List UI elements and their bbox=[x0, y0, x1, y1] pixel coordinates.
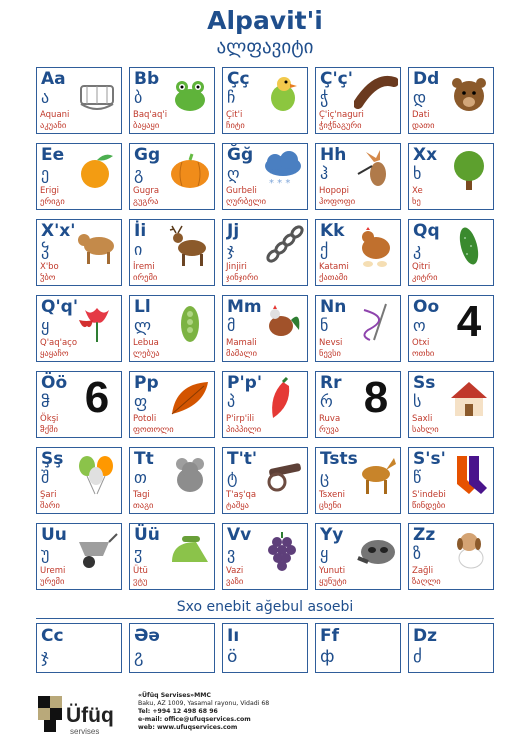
example-word-georgian: ჩიტი bbox=[226, 121, 245, 131]
example-word-georgian: ჭიჭნაგური bbox=[319, 121, 362, 131]
wheelbarrow-icon bbox=[75, 528, 119, 572]
example-word-georgian: ქათამი bbox=[319, 273, 348, 283]
latin-letter: Oo bbox=[413, 297, 440, 317]
contact-info bbox=[138, 692, 269, 732]
example-word-georgian: ჵქში bbox=[40, 425, 58, 435]
letter-card bbox=[36, 143, 122, 210]
example-word: Qitri bbox=[412, 262, 431, 272]
example-word: Gugra bbox=[133, 186, 160, 196]
letter-card bbox=[222, 371, 308, 438]
number-icon bbox=[354, 373, 398, 422]
georgian-letter: პ bbox=[227, 392, 236, 411]
example-word: Katami bbox=[319, 262, 349, 272]
example-word: Potoli bbox=[133, 414, 157, 424]
example-word-georgian: ყუნუტი bbox=[319, 577, 347, 587]
cradle-icon bbox=[75, 72, 119, 116]
latin-letter: Tt bbox=[134, 449, 154, 469]
letter-card bbox=[222, 523, 308, 590]
georgian-letter: ო bbox=[413, 316, 426, 335]
letter-card bbox=[408, 219, 494, 286]
peapod-icon bbox=[168, 300, 212, 344]
example-word-georgian: თაგი bbox=[133, 501, 154, 511]
letter-card bbox=[222, 447, 308, 514]
website: web: www.ufuqservices.com bbox=[138, 724, 238, 731]
chain-icon bbox=[261, 224, 305, 268]
example-word-georgian: ღურბელი bbox=[226, 197, 267, 207]
example-word-georgian: გუგრა bbox=[133, 197, 159, 207]
georgian-letter: შ bbox=[41, 468, 50, 487]
example-word-georgian: პიპპილი bbox=[226, 425, 262, 435]
latin-letter: Ğğ bbox=[227, 145, 254, 165]
leaf-icon bbox=[168, 376, 212, 420]
georgian-letter: ტ bbox=[227, 468, 238, 487]
dog-icon bbox=[447, 528, 491, 572]
latin-letter: Zz bbox=[413, 525, 436, 545]
georgian-letter: ქ bbox=[320, 240, 329, 259]
georgian-letter: ლ bbox=[134, 316, 152, 335]
georgian-letter: ნ bbox=[320, 316, 329, 335]
georgian-letter: უ bbox=[41, 544, 50, 563]
raccoon-icon bbox=[354, 528, 398, 572]
ufuq-logo bbox=[36, 690, 131, 738]
letter-card bbox=[129, 67, 215, 134]
example-word-georgian: ყაყაჩო bbox=[40, 349, 69, 359]
example-word: Jinjiri bbox=[226, 262, 247, 272]
example-word-georgian: ჴბო bbox=[40, 273, 56, 283]
georgian-letter: კ bbox=[413, 240, 422, 259]
example-word: Nevsi bbox=[319, 338, 343, 348]
georgian-letter: ს bbox=[413, 392, 422, 411]
georgian-letter: ღ bbox=[227, 164, 240, 183]
needle-icon bbox=[354, 300, 398, 344]
latin-letter: İi bbox=[134, 221, 147, 241]
latin-letter: Bb bbox=[134, 69, 160, 89]
example-word-georgian: ფოთოლი bbox=[133, 425, 174, 435]
latin-letter: Öö bbox=[41, 373, 68, 393]
phone: Tel: +994 12 498 68 96 bbox=[138, 708, 218, 715]
letter-card bbox=[315, 371, 401, 438]
letter-card bbox=[408, 371, 494, 438]
latin-letter: P'p' bbox=[227, 373, 263, 393]
extra-letter-card bbox=[222, 623, 308, 673]
latin-letter: Mm bbox=[227, 297, 262, 317]
example-word: Zağli bbox=[412, 566, 434, 576]
georgian-letter: ფ bbox=[134, 392, 148, 411]
letter-card bbox=[129, 219, 215, 286]
mouse-icon bbox=[168, 452, 212, 496]
example-word-georgian: ხე bbox=[412, 197, 421, 207]
georgian-letter: ხ bbox=[413, 164, 422, 183]
latin-letter: Uu bbox=[41, 525, 67, 545]
address: Baku, AZ 1009, Yasamal rayonu, Vidadi 68 bbox=[138, 700, 270, 707]
example-word: X'bo bbox=[40, 262, 59, 272]
tulip-icon bbox=[75, 300, 119, 344]
example-word: Ç'iç'naguri bbox=[319, 110, 364, 120]
latin-letter: Nn bbox=[320, 297, 347, 317]
example-word: Şari bbox=[40, 490, 57, 500]
example-word-georgian: კიტრი bbox=[412, 273, 438, 283]
page-title-georgian: ალფავიტი bbox=[216, 36, 314, 58]
cannon-icon bbox=[261, 452, 305, 496]
example-word: T'aş'qa bbox=[226, 490, 257, 500]
georgian-letter: ჩ bbox=[227, 88, 236, 107]
latin-letter: Dz bbox=[413, 626, 438, 646]
letter-card bbox=[222, 143, 308, 210]
number-icon bbox=[447, 297, 491, 346]
georgian-letter: ყ bbox=[320, 544, 329, 563]
latin-letter: Cc bbox=[41, 626, 64, 646]
georgian-letter: ყ bbox=[41, 316, 50, 335]
example-word: İremi bbox=[133, 262, 155, 272]
example-word-georgian: ნევსი bbox=[319, 349, 341, 359]
example-word-georgian: შარი bbox=[40, 501, 60, 511]
latin-letter: Iı bbox=[227, 626, 240, 646]
latin-letter: Qq bbox=[413, 221, 440, 241]
letter-card bbox=[315, 447, 401, 514]
extra-letter-card bbox=[36, 623, 122, 673]
georgian-letter: ძ bbox=[413, 647, 422, 667]
georgian-letter: ი bbox=[134, 240, 143, 259]
example-word-georgian: რუვა bbox=[319, 425, 339, 435]
example-word: Vazi bbox=[226, 566, 244, 576]
latin-letter: Jj bbox=[227, 221, 240, 241]
latin-letter: Xx bbox=[413, 145, 438, 165]
georgian-letter: ე bbox=[41, 164, 50, 183]
letter-card bbox=[129, 143, 215, 210]
bear-icon bbox=[447, 72, 491, 116]
letter-card bbox=[36, 371, 122, 438]
example-word-georgian: ოთხი bbox=[412, 349, 435, 359]
latin-letter: Pp bbox=[134, 373, 159, 393]
georgian-letter: ჭ bbox=[320, 88, 329, 107]
example-word-georgian: ურემი bbox=[40, 577, 65, 587]
georgian-letter: რ bbox=[320, 392, 333, 411]
letter-card bbox=[222, 219, 308, 286]
georgian-letter: ჰ bbox=[320, 164, 329, 183]
letter-card bbox=[408, 143, 494, 210]
example-word-georgian: ბაყაყი bbox=[133, 121, 160, 131]
divider bbox=[36, 618, 494, 619]
georgian-letter: ჯ bbox=[41, 647, 49, 667]
letter-card bbox=[315, 523, 401, 590]
example-word-georgian: ვაზი bbox=[226, 577, 244, 587]
georgian-letter: ф bbox=[320, 647, 335, 667]
balloons-icon bbox=[75, 452, 119, 496]
example-word: Mamali bbox=[226, 338, 257, 348]
latin-letter: Q'q' bbox=[41, 297, 79, 317]
letter-card bbox=[315, 219, 401, 286]
example-word: S'indebi bbox=[412, 490, 446, 500]
example-word: Dati bbox=[412, 110, 430, 120]
latin-letter: Çç bbox=[227, 69, 250, 89]
example-word-georgian: აკუანი bbox=[40, 121, 67, 131]
horse-icon bbox=[354, 452, 398, 496]
example-word-georgian: წინდები bbox=[412, 501, 446, 511]
georgian-letter: დ bbox=[413, 88, 427, 107]
latin-letter: Rr bbox=[320, 373, 342, 393]
example-word-georgian: ჰოფოფი bbox=[319, 197, 356, 207]
georgian-letter: ბ bbox=[134, 88, 143, 107]
example-word: Ökşi bbox=[40, 414, 59, 424]
latin-letter: Gg bbox=[134, 145, 161, 165]
example-word-georgian: ირემი bbox=[133, 273, 158, 283]
latin-letter: Ee bbox=[41, 145, 65, 165]
letter-card bbox=[129, 447, 215, 514]
grapes-icon bbox=[261, 528, 305, 572]
apricot-icon bbox=[75, 148, 119, 192]
letter-card bbox=[36, 523, 122, 590]
letter-card bbox=[36, 219, 122, 286]
example-word: Erigi bbox=[40, 186, 59, 196]
example-word-georgian: დათი bbox=[412, 121, 435, 131]
latin-letter: X'x' bbox=[41, 221, 76, 241]
iron-icon bbox=[168, 528, 212, 572]
pumpkin-icon bbox=[168, 148, 212, 192]
georgian-letter: თ bbox=[134, 468, 147, 487]
letter-card bbox=[36, 447, 122, 514]
rooster-icon bbox=[261, 300, 305, 344]
extra-letter-card bbox=[408, 623, 494, 673]
example-word: Uremi bbox=[40, 566, 66, 576]
example-word: Hopopi bbox=[319, 186, 349, 196]
letter-card bbox=[222, 67, 308, 134]
latin-letter: Vv bbox=[227, 525, 252, 545]
cucumber-icon bbox=[447, 224, 491, 268]
georgian-letter: გ bbox=[134, 164, 144, 183]
example-word: Gurbeli bbox=[226, 186, 257, 196]
example-word-georgian: ცხენი bbox=[319, 501, 342, 511]
example-word: Saxli bbox=[412, 414, 433, 424]
logo-subtext: servises bbox=[70, 727, 100, 736]
georgian-letter: ӧ bbox=[227, 647, 238, 667]
extra-letter-card bbox=[129, 623, 215, 673]
example-word: Yunuti bbox=[319, 566, 346, 576]
page-title: Alpavit'i bbox=[207, 6, 323, 35]
hen-icon bbox=[354, 224, 398, 268]
latin-letter: S's' bbox=[413, 449, 446, 469]
latin-letter: Əə bbox=[134, 626, 160, 646]
example-word: Tsxeni bbox=[319, 490, 345, 500]
latin-letter: Ff bbox=[320, 626, 340, 646]
bird-icon bbox=[261, 72, 305, 116]
georgian-letter: ზ bbox=[413, 544, 422, 563]
latin-letter: Ss bbox=[413, 373, 436, 393]
georgian-letter: ჴ bbox=[41, 240, 50, 259]
example-word-georgian: ზაღლი bbox=[412, 577, 441, 587]
socks-icon bbox=[447, 452, 491, 496]
letter-card bbox=[315, 143, 401, 210]
latin-letter: T't' bbox=[227, 449, 258, 469]
georgian-letter: ა bbox=[41, 88, 50, 107]
example-word: Q'aq'aço bbox=[40, 338, 78, 348]
frog-icon bbox=[168, 72, 212, 116]
number-glyph: 4 bbox=[456, 297, 482, 346]
latin-letter: Dd bbox=[413, 69, 440, 89]
georgian-letter: წ bbox=[413, 468, 422, 487]
georgian-letter: ჵ bbox=[41, 392, 50, 411]
example-word-georgian: ლებუა bbox=[133, 349, 160, 359]
georgian-letter: მ bbox=[227, 316, 236, 335]
deer-icon bbox=[168, 224, 212, 268]
churchkhela-icon bbox=[354, 72, 398, 116]
example-word: Ütü bbox=[133, 566, 148, 576]
calf-icon bbox=[75, 224, 119, 268]
latin-letter: Aa bbox=[41, 69, 66, 89]
example-word-georgian: ერიგი bbox=[40, 197, 65, 207]
latin-letter: Ç'ç' bbox=[320, 69, 353, 89]
letter-card bbox=[408, 523, 494, 590]
example-word-georgian: ტაშყა bbox=[226, 501, 249, 511]
letter-card bbox=[222, 295, 308, 362]
pepper-icon bbox=[261, 376, 305, 420]
letter-card bbox=[36, 67, 122, 134]
extra-letters-heading: Sxo enebit ağebul asoebi bbox=[176, 599, 354, 615]
number-icon bbox=[75, 373, 119, 422]
latin-letter: Hh bbox=[320, 145, 347, 165]
logo-text: Üfüq bbox=[66, 704, 114, 727]
example-word: Aquani bbox=[40, 110, 70, 120]
email: e-mail: office@ufuqservices.com bbox=[138, 716, 251, 723]
number-glyph: 8 bbox=[363, 373, 389, 422]
letter-card bbox=[315, 295, 401, 362]
letter-card bbox=[36, 295, 122, 362]
example-word-georgian: მამალი bbox=[226, 349, 257, 359]
company-name: «Üfüq Servises»MMC bbox=[138, 692, 211, 699]
example-word: Çit'i bbox=[226, 110, 243, 120]
georgian-letter: ც bbox=[320, 468, 330, 487]
example-word: Xe bbox=[412, 186, 423, 196]
latin-letter: Şş bbox=[41, 449, 64, 469]
example-word: P'irp'ili bbox=[226, 414, 255, 424]
letter-card bbox=[408, 447, 494, 514]
example-word: Otxi bbox=[412, 338, 430, 348]
latin-letter: Kk bbox=[320, 221, 345, 241]
letter-card bbox=[129, 371, 215, 438]
house-icon bbox=[447, 376, 491, 420]
letter-card bbox=[315, 67, 401, 134]
latin-letter: Yy bbox=[320, 525, 344, 545]
hoopoe-icon bbox=[354, 148, 398, 192]
example-word-georgian: სახლი bbox=[412, 425, 439, 435]
example-word: Ruva bbox=[319, 414, 341, 424]
letter-card bbox=[408, 67, 494, 134]
georgian-letter: ვ bbox=[227, 544, 236, 563]
latin-letter: Üü bbox=[134, 525, 160, 545]
latin-letter: Tsts bbox=[320, 449, 358, 469]
svg-text:* * *: * * * bbox=[269, 178, 291, 189]
tree-icon bbox=[447, 148, 491, 192]
letter-card bbox=[129, 523, 215, 590]
example-word: Lebua bbox=[133, 338, 159, 348]
example-word: Baq'aq'i bbox=[133, 110, 168, 120]
georgian-letter: ჳ bbox=[134, 544, 143, 563]
letter-card bbox=[408, 295, 494, 362]
footer bbox=[36, 688, 494, 744]
example-word-georgian: ჯინჯირი bbox=[226, 273, 259, 283]
extra-letter-card bbox=[315, 623, 401, 673]
latin-letter: Ll bbox=[134, 297, 151, 317]
example-word-georgian: ჳტუ bbox=[133, 577, 148, 587]
number-glyph: 6 bbox=[84, 373, 110, 422]
georgian-letter: ჷ bbox=[134, 647, 144, 667]
letter-card bbox=[129, 295, 215, 362]
georgian-letter: ჯ bbox=[227, 240, 235, 259]
example-word: Tagi bbox=[133, 490, 150, 500]
cloud-icon bbox=[261, 148, 305, 192]
